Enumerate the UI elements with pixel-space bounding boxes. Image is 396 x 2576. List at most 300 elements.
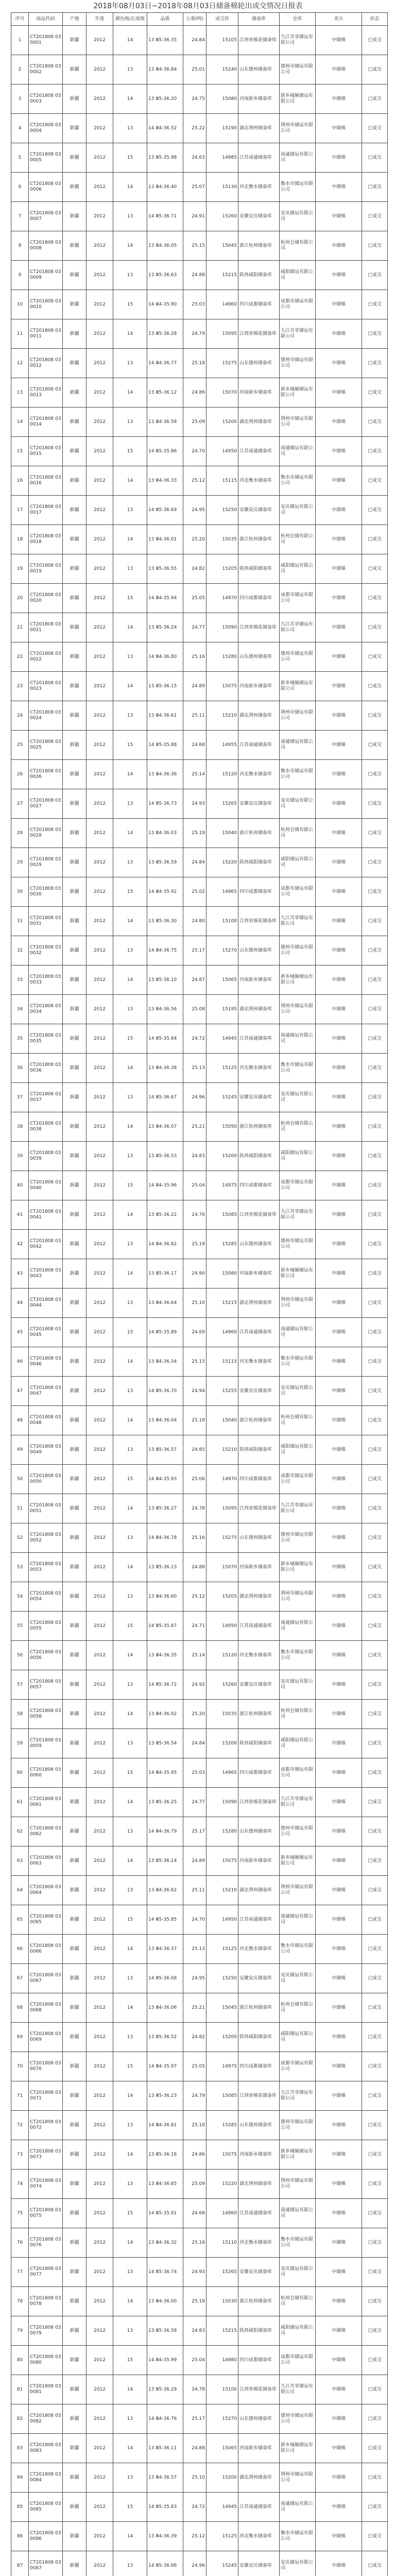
cell-seller: 中储棉 (316, 1993, 362, 2023)
cell-grade: 14 (113, 1200, 147, 1230)
cell-index: 86 (11, 2522, 29, 2551)
cell-index: 69 (11, 2023, 29, 2052)
header-depot: 储备库 (238, 13, 280, 26)
cell-origin: 新疆 (63, 466, 87, 496)
cell-origin: 新疆 (63, 1259, 87, 1289)
cell-price: 15210 (206, 1435, 238, 1465)
cell-quality: 13 Ⅲ5-36.30 (147, 907, 183, 936)
cell-weight: 24.72 (183, 2493, 206, 2522)
cell-grade: 14 (113, 2434, 147, 2463)
cell-quality: 14 Ⅲ4-36.81 (147, 2111, 183, 2140)
cell-origin: 新疆 (63, 819, 87, 848)
cell-price: 15095 (206, 319, 238, 349)
cell-weight: 25.17 (183, 1817, 206, 1846)
cell-origin: 新疆 (63, 760, 87, 789)
table-row (11, 1582, 388, 1612)
cell-year: 2012 (87, 2493, 113, 2522)
cell-seller: 中储棉 (316, 2404, 362, 2434)
table-row (11, 1347, 388, 1377)
cell-price: 15275 (206, 1523, 238, 1553)
cell-grade: 14 (113, 1553, 147, 1582)
cell-year: 2012 (87, 584, 113, 613)
cell-seller: 中储棉 (316, 642, 362, 672)
cell-weight: 24.89 (183, 672, 206, 701)
header-grade: 颜色级/长度级 (113, 13, 147, 26)
cell-year: 2012 (87, 319, 113, 349)
cell-weight: 25.11 (183, 1876, 206, 1905)
cell-price: 15205 (206, 554, 238, 584)
cell-origin: 新疆 (63, 1200, 87, 1230)
cell-seller: 中储棉 (316, 731, 362, 760)
cell-warehouse: 衡水市储运有限公司 (280, 173, 316, 202)
cell-year: 2012 (87, 84, 113, 114)
cell-price: 15275 (206, 349, 238, 378)
cell-warehouse: 杭州仓储有限公司 (280, 1993, 316, 2023)
cell-seller: 中储棉 (316, 1612, 362, 1641)
cell-seller: 中储棉 (316, 1494, 362, 1523)
cell-index: 19 (11, 554, 29, 584)
cell-status: 已成交 (362, 143, 388, 173)
cell-index: 71 (11, 2081, 29, 2111)
cell-index: 79 (11, 2316, 29, 2346)
cell-year: 2012 (87, 1347, 113, 1377)
table-row (11, 1054, 388, 1083)
table-row (11, 1700, 388, 1729)
cell-quality: 14 Ⅲ4-35.90 (147, 290, 183, 319)
cell-code: CT201808 030061 (29, 1788, 63, 1817)
cell-code: CT201808 030015 (29, 437, 63, 466)
cell-seller: 中储棉 (316, 408, 362, 437)
cell-price: 15200 (206, 1729, 238, 1758)
cell-price: 15195 (206, 995, 238, 1024)
cell-seller: 中储棉 (316, 2346, 362, 2375)
cell-index: 64 (11, 1876, 29, 1905)
cell-weight: 25.09 (183, 2170, 206, 2199)
cell-status: 已成交 (362, 819, 388, 848)
table-row (11, 1641, 388, 1670)
cell-seller: 中储棉 (316, 907, 362, 936)
cell-warehouse: 成都市储运有限公司 (280, 2052, 316, 2081)
cell-depot: 陕西咸阳储备库 (238, 554, 280, 584)
cell-weight: 25.21 (183, 1993, 206, 2023)
cell-depot: 湖北荆州储备库 (238, 114, 280, 143)
table-row (11, 1406, 388, 1435)
cell-code: CT201808 030086 (29, 2522, 63, 2551)
cell-status: 已成交 (362, 995, 388, 1024)
cell-price: 14955 (206, 731, 238, 760)
cell-weight: 25.14 (183, 760, 206, 789)
cell-status: 已成交 (362, 261, 388, 290)
cell-quality: 13 Ⅲ5-36.11 (147, 2434, 183, 2463)
cell-warehouse: 成都市储运有限公司 (280, 1758, 316, 1788)
cell-depot: 山东德州储备库 (238, 1817, 280, 1846)
cell-origin: 新疆 (63, 1024, 87, 1054)
cell-seller: 中储棉 (316, 290, 362, 319)
cell-year: 2012 (87, 437, 113, 466)
cell-grade: 15 (113, 1024, 147, 1054)
cell-grade: 13 (113, 2551, 147, 2576)
cell-seller: 中储棉 (316, 1641, 362, 1670)
cell-quality: 14 Ⅲ4-36.82 (147, 1230, 183, 1259)
cell-weight: 24.94 (183, 1377, 206, 1406)
cell-year: 2012 (87, 1230, 113, 1259)
cell-index: 20 (11, 584, 29, 613)
cell-status: 已成交 (362, 2375, 388, 2404)
cell-code: CT201808 030052 (29, 1523, 63, 1553)
cell-weight: 25.03 (183, 290, 206, 319)
cell-origin: 新疆 (63, 1817, 87, 1846)
cell-index: 18 (11, 525, 29, 554)
cell-price: 15210 (206, 701, 238, 731)
cell-year: 2012 (87, 466, 113, 496)
cell-seller: 中储棉 (316, 819, 362, 848)
cell-year: 2012 (87, 2081, 113, 2111)
cell-quality: 14 Ⅲ5-35.89 (147, 1318, 183, 1347)
cell-seller: 中储棉 (316, 1670, 362, 1700)
table-row (11, 173, 388, 202)
cell-depot: 河南新乡储备库 (238, 84, 280, 114)
cell-seller: 中储棉 (316, 2463, 362, 2493)
cell-weight: 24.79 (183, 2081, 206, 2111)
cell-origin: 新疆 (63, 701, 87, 731)
cell-origin: 新疆 (63, 642, 87, 672)
cell-origin: 新疆 (63, 231, 87, 261)
cell-index: 8 (11, 231, 29, 261)
table-row (11, 261, 388, 290)
cell-year: 2012 (87, 1846, 113, 1876)
cell-index: 15 (11, 437, 29, 466)
cell-status: 已成交 (362, 1905, 388, 1935)
cell-year: 2012 (87, 349, 113, 378)
cell-quality: 14 Ⅲ5-36.66 (147, 2551, 183, 2576)
cell-depot: 河北衡水储备库 (238, 2522, 280, 2551)
cell-year: 2012 (87, 965, 113, 995)
cell-warehouse: 新乡城厢储运有限公司 (280, 2434, 316, 2463)
cell-code: CT201808 030026 (29, 760, 63, 789)
cell-quality: 14 Ⅲ5-35.87 (147, 1612, 183, 1641)
cell-warehouse: 荆州市储运有限公司 (280, 2463, 316, 2493)
cell-depot: 浙江杭州储备库 (238, 525, 280, 554)
cell-year: 2012 (87, 2346, 113, 2375)
cell-weight: 25.22 (183, 114, 206, 143)
cell-weight: 25.12 (183, 1582, 206, 1612)
cell-price: 14985 (206, 143, 238, 173)
cell-weight: 25.21 (183, 1112, 206, 1142)
cell-code: CT201808 030042 (29, 1230, 63, 1259)
cell-code: CT201808 030083 (29, 2434, 63, 2463)
cell-origin: 新疆 (63, 525, 87, 554)
cell-price: 14965 (206, 877, 238, 907)
cell-weight: 24.76 (183, 1200, 206, 1230)
cell-status: 已成交 (362, 1846, 388, 1876)
cell-depot: 四川成都储备库 (238, 1758, 280, 1788)
cell-depot: 浙江杭州储备库 (238, 1700, 280, 1729)
cell-warehouse: 荆州市储运有限公司 (280, 1876, 316, 1905)
cell-seller: 中储棉 (316, 1935, 362, 1964)
cell-price: 15280 (206, 642, 238, 672)
cell-quality: 13 Ⅲ5-36.63 (147, 261, 183, 290)
cell-weight: 25.16 (183, 1523, 206, 1553)
cell-warehouse: 九江共享储运有限公司 (280, 907, 316, 936)
cell-index: 21 (11, 613, 29, 642)
cell-code: CT201808 030056 (29, 1641, 63, 1670)
cell-year: 2012 (87, 1670, 113, 1700)
cell-origin: 新疆 (63, 2287, 87, 2316)
cell-code: CT201808 030016 (29, 466, 63, 496)
cell-quality: 13 Ⅲ4-36.38 (147, 1054, 183, 1083)
cell-grade: 14 (113, 1259, 147, 1289)
cell-depot: 河南新乡储备库 (238, 378, 280, 408)
cell-weight: 24.96 (183, 1083, 206, 1112)
cell-price: 15045 (206, 231, 238, 261)
cell-code: CT201808 030087 (29, 2551, 63, 2576)
cell-code: CT201808 030077 (29, 2258, 63, 2287)
cell-quality: 13 Ⅲ5-36.13 (147, 1553, 183, 1582)
table-row (11, 2199, 388, 2228)
cell-seller: 中储棉 (316, 1817, 362, 1846)
header-origin: 产地 (63, 13, 87, 26)
cell-weight: 24.92 (183, 1670, 206, 1700)
cell-index: 57 (11, 1670, 29, 1700)
cell-index: 76 (11, 2228, 29, 2258)
cell-depot: 江苏南通储备库 (238, 2493, 280, 2522)
table-row (11, 1670, 388, 1700)
cell-depot: 江西省棉花储备库 (238, 319, 280, 349)
cell-index: 31 (11, 907, 29, 936)
cell-quality: 13 Ⅲ4-36.56 (147, 995, 183, 1024)
cell-origin: 新疆 (63, 1582, 87, 1612)
cell-depot: 山东德州储备库 (238, 349, 280, 378)
cell-weight: 25.15 (183, 231, 206, 261)
cell-grade: 14 (113, 907, 147, 936)
cell-depot: 河南新乡储备库 (238, 2140, 280, 2170)
cell-grade: 13 (113, 1876, 147, 1905)
cell-seller: 中储棉 (316, 1289, 362, 1318)
cell-index: 78 (11, 2287, 29, 2316)
cell-status: 已成交 (362, 1758, 388, 1788)
cell-warehouse: 荆州市储运有限公司 (280, 995, 316, 1024)
cell-seller: 中储棉 (316, 2434, 362, 2463)
cell-depot: 河南新乡储备库 (238, 965, 280, 995)
cell-quality: 14 Ⅲ5-35.84 (147, 1024, 183, 1054)
cell-grade: 14 (113, 525, 147, 554)
cell-depot: 山东德州储备库 (238, 1523, 280, 1553)
cell-grade: 14 (113, 2140, 147, 2170)
cell-status: 已成交 (362, 1054, 388, 1083)
cell-code: CT201808 030071 (29, 2081, 63, 2111)
cell-seller: 中储棉 (316, 701, 362, 731)
cell-index: 17 (11, 496, 29, 525)
table-row (11, 1083, 388, 1112)
cell-quality: 14 Ⅲ4-36.52 (147, 114, 183, 143)
cell-year: 2012 (87, 1729, 113, 1758)
cell-weight: 24.84 (183, 848, 206, 877)
table-row (11, 55, 388, 84)
cell-grade: 15 (113, 2052, 147, 2081)
cell-grade: 15 (113, 2493, 147, 2522)
cell-origin: 新疆 (63, 1729, 87, 1758)
cell-quality: 13 Ⅲ4-36.35 (147, 1641, 183, 1670)
cell-status: 已成交 (362, 2052, 388, 2081)
cell-quality: 13 Ⅲ5-36.59 (147, 848, 183, 877)
cell-index: 39 (11, 1142, 29, 1171)
cell-index: 74 (11, 2170, 29, 2199)
cell-status: 已成交 (362, 907, 388, 936)
cell-origin: 新疆 (63, 349, 87, 378)
cell-index: 23 (11, 672, 29, 701)
table-row (11, 2522, 388, 2551)
cell-origin: 新疆 (63, 1289, 87, 1318)
cell-quality: 14 Ⅲ4-35.96 (147, 1171, 183, 1200)
table-row (11, 319, 388, 349)
cell-weight: 25.17 (183, 2404, 206, 2434)
cell-index: 7 (11, 202, 29, 231)
cell-depot: 河北衡水储备库 (238, 1347, 280, 1377)
cell-origin: 新疆 (63, 26, 87, 55)
cell-seller: 中储棉 (316, 319, 362, 349)
cell-status: 已成交 (362, 466, 388, 496)
cell-code: CT201808 030044 (29, 1289, 63, 1318)
cell-warehouse: 衡水市储运有限公司 (280, 1641, 316, 1670)
cell-year: 2012 (87, 1259, 113, 1289)
cell-origin: 新疆 (63, 408, 87, 437)
cell-seller: 中储棉 (316, 1905, 362, 1935)
cell-origin: 新疆 (63, 1700, 87, 1729)
table-row (11, 408, 388, 437)
cell-year: 2012 (87, 55, 113, 84)
cell-origin: 新疆 (63, 1523, 87, 1553)
cell-index: 52 (11, 1523, 29, 1553)
cell-quality: 13 Ⅲ4-36.36 (147, 760, 183, 789)
cell-depot: 江苏南通储备库 (238, 437, 280, 466)
cell-seller: 中储棉 (316, 261, 362, 290)
cell-code: CT201808 030038 (29, 1112, 63, 1142)
cell-depot: 山东德州储备库 (238, 2111, 280, 2140)
cell-year: 2012 (87, 1964, 113, 1993)
cell-warehouse: 衡水市储运有限公司 (280, 1347, 316, 1377)
cell-weight: 25.20 (183, 525, 206, 554)
table-row (11, 2404, 388, 2434)
cell-warehouse: 九江共享储运有限公司 (280, 26, 316, 55)
cell-quality: 13 Ⅲ4-36.39 (147, 2522, 183, 2551)
cell-index: 13 (11, 378, 29, 408)
cell-weight: 25.01 (183, 55, 206, 84)
cell-seller: 中储棉 (316, 1377, 362, 1406)
cell-grade: 14 (113, 1494, 147, 1523)
cell-weight: 24.88 (183, 261, 206, 290)
table-row (11, 1993, 388, 2023)
table-row (11, 2258, 388, 2287)
cell-price: 15075 (206, 1846, 238, 1876)
cell-year: 2012 (87, 2463, 113, 2493)
header-quality: 品质 (147, 13, 183, 26)
cell-grade: 14 (113, 1054, 147, 1083)
cell-year: 2012 (87, 1553, 113, 1582)
cell-price: 15085 (206, 2081, 238, 2111)
cell-warehouse: 杭州仓储有限公司 (280, 1406, 316, 1435)
cell-price: 15080 (206, 84, 238, 114)
cell-quality: 14 Ⅲ5-36.67 (147, 1083, 183, 1112)
cell-year: 2012 (87, 143, 113, 173)
cell-index: 66 (11, 1935, 29, 1964)
table-row (11, 2081, 388, 2111)
cell-code: CT201808 030001 (29, 26, 63, 55)
cell-code: CT201808 030006 (29, 173, 63, 202)
cell-index: 27 (11, 789, 29, 819)
cell-grade: 13 (113, 261, 147, 290)
cell-year: 2012 (87, 1024, 113, 1054)
cell-grade: 13 (113, 114, 147, 143)
cell-warehouse: 九江共享储运有限公司 (280, 1494, 316, 1523)
cell-status: 已成交 (362, 2023, 388, 2052)
table-row (11, 349, 388, 378)
cell-quality: 13 Ⅲ5-36.23 (147, 2081, 183, 2111)
cell-seller: 中储棉 (316, 1083, 362, 1112)
cell-seller: 中储棉 (316, 1406, 362, 1435)
cell-seller: 中储棉 (316, 1259, 362, 1289)
cell-weight: 25.18 (183, 2111, 206, 2140)
cell-grade: 13 (113, 202, 147, 231)
cell-index: 25 (11, 731, 29, 760)
cell-year: 2012 (87, 613, 113, 642)
cell-weight: 24.72 (183, 1024, 206, 1054)
cell-warehouse: 成都市储运有限公司 (280, 2346, 316, 2375)
cell-year: 2012 (87, 1817, 113, 1846)
cell-grade: 14 (113, 672, 147, 701)
cell-year: 2012 (87, 760, 113, 789)
cell-warehouse: 南通储运有限公司 (280, 143, 316, 173)
cell-index: 41 (11, 1200, 29, 1230)
cell-index: 67 (11, 1964, 29, 1993)
cell-price: 15115 (206, 1347, 238, 1377)
table-row (11, 760, 388, 789)
table-row (11, 2493, 388, 2522)
cell-index: 77 (11, 2258, 29, 2287)
table-row (11, 1935, 388, 1964)
cell-weight: 25.02 (183, 877, 206, 907)
cell-weight: 24.86 (183, 378, 206, 408)
cell-price: 15030 (206, 2287, 238, 2316)
cell-depot: 山东德州储备库 (238, 642, 280, 672)
cell-depot: 河南新乡储备库 (238, 672, 280, 701)
cell-origin: 新疆 (63, 1494, 87, 1523)
report-title: 2018年08月03日~2018年08月03日储备棉轮出成交情况日报表 (93, 2, 303, 10)
cell-quality: 13 Ⅲ4-36.60 (147, 1582, 183, 1612)
cell-index: 85 (11, 2493, 29, 2522)
cell-depot: 河北衡水储备库 (238, 1641, 280, 1670)
cell-depot: 陕西咸阳储备库 (238, 848, 280, 877)
cell-year: 2012 (87, 525, 113, 554)
cell-code: CT201808 030054 (29, 1582, 63, 1612)
cell-index: 83 (11, 2434, 29, 2463)
cell-status: 已成交 (362, 84, 388, 114)
cell-grade: 15 (113, 290, 147, 319)
cell-grade: 13 (113, 2404, 147, 2434)
cell-origin: 新疆 (63, 1964, 87, 1993)
cell-origin: 新疆 (63, 1670, 87, 1700)
cell-code: CT201808 030051 (29, 1494, 63, 1523)
cell-grade: 14 (113, 2287, 147, 2316)
cell-origin: 新疆 (63, 936, 87, 965)
cell-warehouse: 安庆储运有限公司 (280, 2551, 316, 2576)
cell-origin: 新疆 (63, 584, 87, 613)
cell-status: 已成交 (362, 2081, 388, 2111)
cell-weight: 24.84 (183, 1729, 206, 1758)
cell-warehouse: 杭州仓储有限公司 (280, 1112, 316, 1142)
cell-grade: 14 (113, 2081, 147, 2111)
cell-index: 16 (11, 466, 29, 496)
cell-warehouse: 安庆储运有限公司 (280, 496, 316, 525)
